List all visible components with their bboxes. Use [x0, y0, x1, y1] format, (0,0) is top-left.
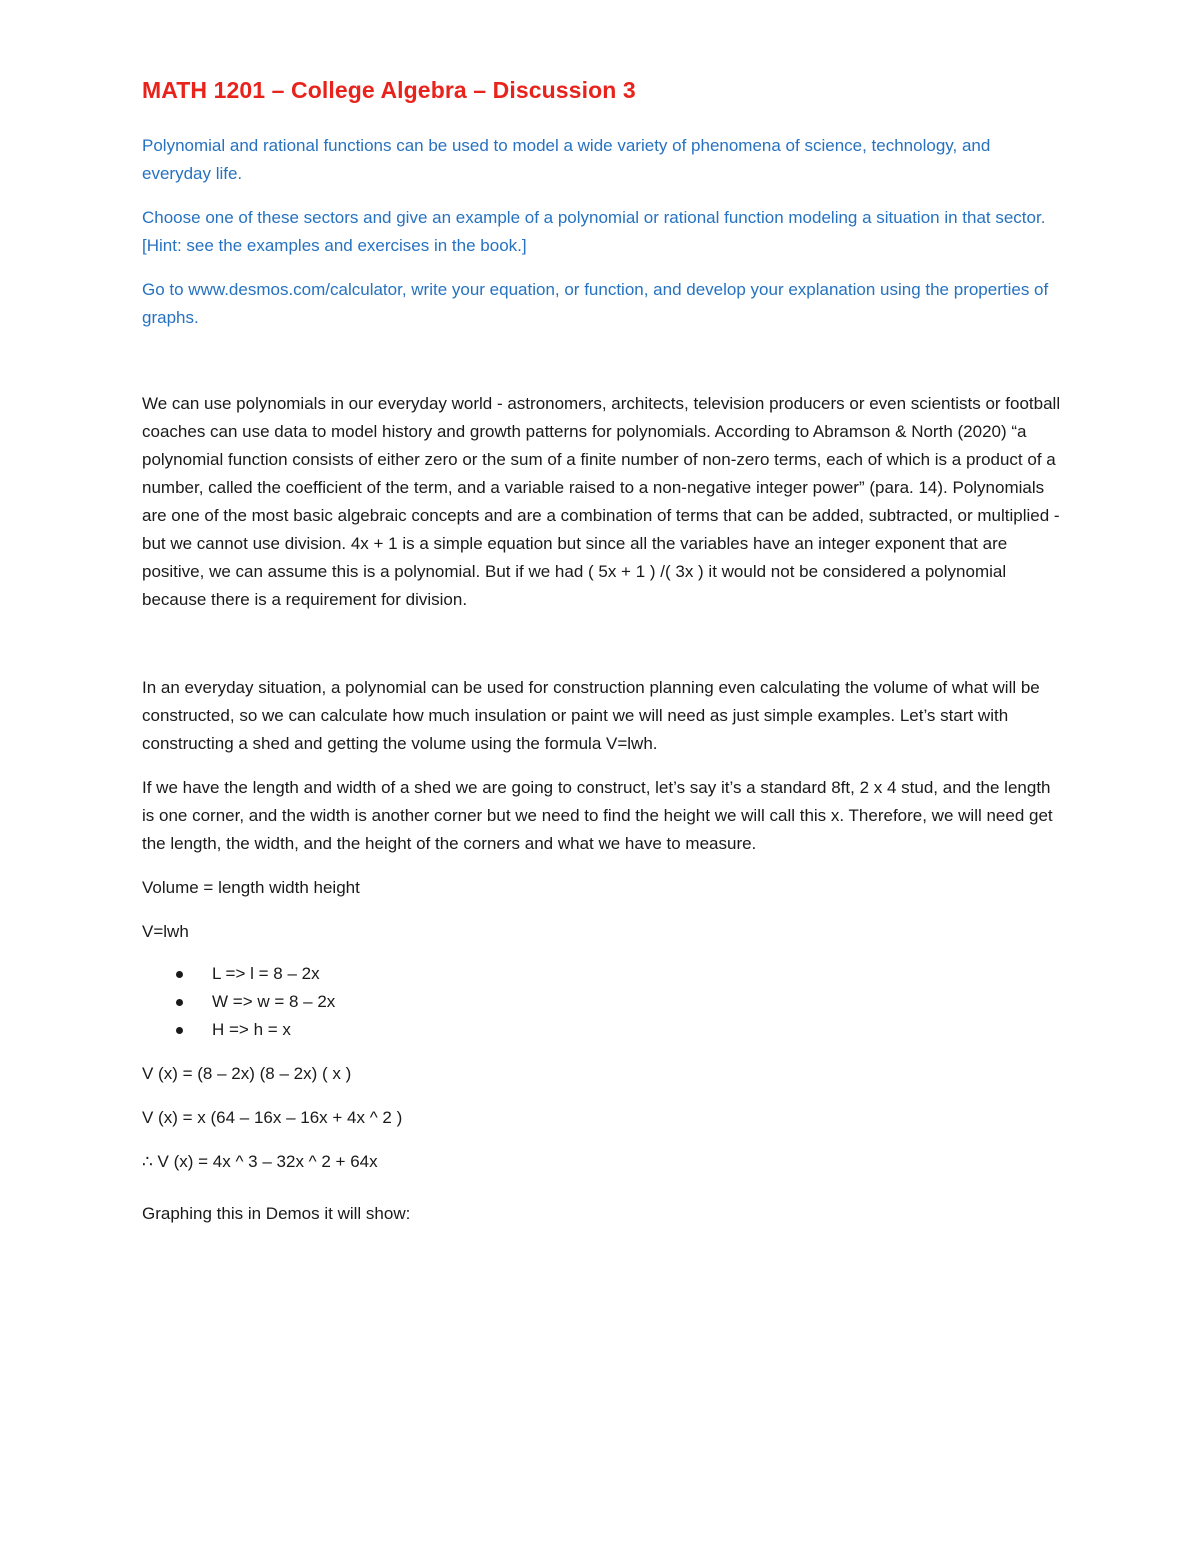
prompt-paragraph-2: Choose one of these sectors and give an example of a polynomial or rational function modeling a situation in that sector. [Hint: see the examples and exercises in the book.] [142, 208, 1046, 255]
list-item [176, 1016, 1062, 1044]
prompt-paragraph-3: Go to www.desmos.com/calculator, write your equation, or function, and develop your explanation using the properties of graphs. [142, 280, 1049, 327]
equation-1: V (x) = (8 – 2x) (8 – 2x) ( x ) [142, 1064, 352, 1083]
list-item [176, 960, 1062, 988]
volume-formula: V=lwh [142, 922, 189, 941]
list-item-text: H => h = x [212, 1020, 291, 1039]
document-title: MATH 1201 – College Algebra – Discussion 3 [142, 77, 636, 103]
body-paragraph-1: We can use polynomials in our everyday world - astronomers, architects, television producers or even scientists or football coaches can use data to model history and growth patterns for polynomials. According to Abramson & North (2020) “a polynomial function consists of either zero or the sum of a finite number of non-zero terms, each of which is a product of a number, called the coefficient of the term, and a variable raised to a non-negative integer power” (para. 14). Polynomials are one of the most basic algebraic concepts and are a combination of terms that can be added, subtracted, or multiplied - but we cannot use division. 4x + 1 is a simple equation but since all the variables have an integer exponent that are positive, we can assume this is a polynomial. But if we had ( 5x + 1 ) /( 3x ) it would not be considered a polynomial because there is a requirement for division. [142, 394, 1061, 609]
body-paragraph-2: In an everyday situation, a polynomial can be used for construction planning even calculating the volume of what will be constructed, so we can calculate how much insulation or paint we will need as just simple examples. Let’s start with constructing a shed and getting the volume using the formula V=lwh. [142, 678, 1040, 753]
document-page [142, 74, 1062, 1228]
response-body [142, 390, 1062, 1228]
bullet-icon [176, 999, 183, 1006]
body-paragraph-3: If we have the length and width of a shed we are going to construct, let’s say it’s a standard 8ft, 2 x 4 stud, and the length is one corner, and the width is another corner but we need to find the height we will call this x. Therefore, we will need get the length, the width, and the height of the corners and what we have to measure. [142, 778, 1053, 853]
prompt-paragraph-1: Polynomial and rational functions can be used to model a wide variety of phenomena of science, technology, and everyday life. [142, 136, 991, 183]
volume-words: Volume = length width height [142, 878, 360, 897]
variable-list [142, 960, 1062, 1044]
equation-2: V (x) = x (64 – 16x – 16x + 4x ^ 2 ) [142, 1108, 403, 1127]
list-item [176, 988, 1062, 1016]
list-item-text: W => w = 8 – 2x [212, 992, 336, 1011]
closing-line: Graphing this in Demos it will show: [142, 1204, 411, 1223]
discussion-prompt [142, 132, 1062, 332]
bullet-icon [176, 1027, 183, 1034]
equation-3: ∴ V (x) = 4x ^ 3 – 32x ^ 2 + 64x [142, 1152, 378, 1171]
list-item-text: L => l = 8 – 2x [212, 964, 320, 983]
bullet-icon [176, 971, 183, 978]
